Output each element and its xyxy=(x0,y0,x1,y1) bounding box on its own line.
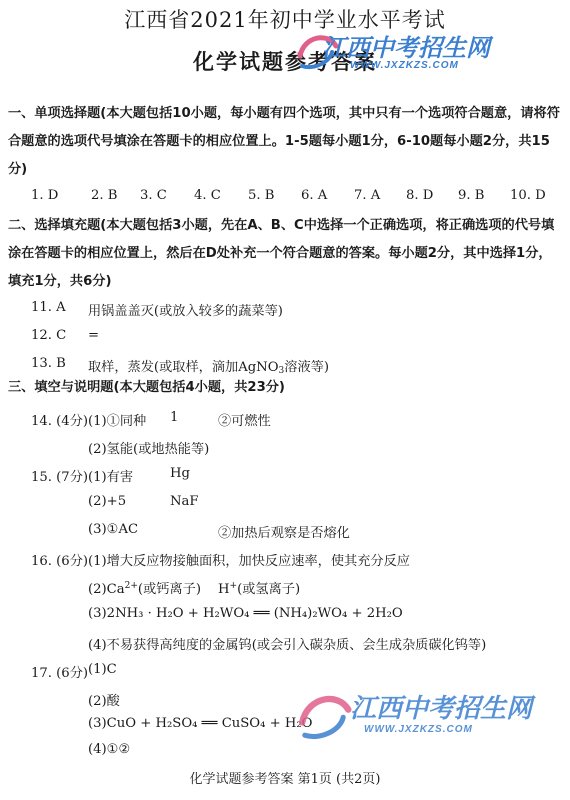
section2-heading: 二、选择填充题(本大题包括3小题，先在A、B、C中选择一个正确选项，将正确选项的代号填涂在答题卡的相应位置上，然后在D处补充一个符合题意的答案。每小题2分，其中选择1分，填充1分，共6分) xyxy=(8,218,555,289)
q17-part4: (4)①② xyxy=(88,742,131,757)
q16-part2-a: $(2)Ca^{2+}$(或钙离子) xyxy=(88,581,201,597)
section1-heading: 一、单项选择题(本大题包括10小题，每小题有四个选项，其中只有一个选项符合题意，请将符合题意的选项代号填涂在答题卡的相应位置上。1-5题每小题1分，6-10题每小题2分，共15分) xyxy=(8,106,560,177)
page-footer: 化学试题参考答案 第1页 (共2页) xyxy=(189,772,381,787)
q15-number: 15. (7分) xyxy=(31,470,89,485)
q15-part2: (2)+5 xyxy=(88,494,127,509)
q15-part1: (1)有害 xyxy=(88,470,134,485)
q15-part1-value: Hg xyxy=(170,466,190,481)
q17-part1: (1)C xyxy=(88,662,117,677)
q16-part1: (1)增大反应物接触面积，加快反应速率，使其充分反应 xyxy=(88,554,410,569)
q16-part3-equation: (3)2NH₃ · H₂O + H₂WO₄ ══ (NH₄)₂WO₄ + 2H₂O xyxy=(88,606,403,621)
q13-number: 13. B xyxy=(31,356,66,371)
exam-title: 江西省2021年初中学业水平考试 xyxy=(124,8,446,32)
answer-7: 7. A xyxy=(354,188,381,203)
answer-6: 6. A xyxy=(301,188,328,203)
q14-part1: (1)①同种 xyxy=(88,414,147,429)
q11-answer: 用锅盖盖灭(或放入较多的蔬菜等) xyxy=(88,304,283,319)
q14-part1-value: 1 xyxy=(170,410,179,425)
answer-8: 8. D xyxy=(406,188,434,203)
answer-9: 9. B xyxy=(458,188,485,203)
answer-1: 1. D xyxy=(31,188,59,203)
section3-heading: 三、填空与说明题(本大题包括4小题，共23分) xyxy=(8,380,285,395)
answer-2: 2. B xyxy=(91,188,118,203)
q16-part2-b: H+(或氢离子) xyxy=(218,581,301,597)
q14-number: 14. (4分) xyxy=(31,414,89,429)
q13-answer: 取样，蒸发(或取样，滴加AgNO3溶液等) xyxy=(88,360,329,376)
answer-5: 5. B xyxy=(248,188,275,203)
q14-part1-b: ②可燃性 xyxy=(218,414,271,429)
answer-3: 3. C xyxy=(140,188,167,203)
q15-part2-value: NaF xyxy=(170,494,199,509)
watermark-logo-bottom xyxy=(292,684,542,750)
q16-part4: (4)不易获得高纯度的金属钨(或会引入碳杂质、会生成杂质碳化钨等) xyxy=(88,638,487,653)
q11-number: 11. A xyxy=(31,300,66,315)
watermark-logo-top xyxy=(292,26,502,78)
q15-part3: (3)①AC xyxy=(88,522,139,537)
q16-number: 16. (6分) xyxy=(31,554,89,569)
watermark-url: WWW.JXZKZS.COM xyxy=(350,60,459,71)
answer-4: 4. C xyxy=(194,188,221,203)
document-title: 化学试题参考答案 xyxy=(193,50,377,74)
watermark-url: WWW.JXZKZS.COM xyxy=(364,724,473,735)
q12-answer: = xyxy=(88,328,100,343)
q17-part2: (2)酸 xyxy=(88,694,120,709)
swirl-logo-icon xyxy=(292,684,356,748)
answer-10: 10. D xyxy=(510,188,546,203)
watermark-brand: 江西中考招生网 xyxy=(350,693,533,723)
q17-number: 17. (6分) xyxy=(31,666,89,681)
q12-number: 12. C xyxy=(31,328,67,343)
watermark-brand: 江西中考招生网 xyxy=(322,35,490,62)
q14-part2: (2)氢能(或地热能等) xyxy=(88,442,210,457)
q17-part3-equation: (3)CuO + H₂SO₄ ══ CuSO₄ + H₂O xyxy=(88,716,313,731)
q15-part3-b: ②加热后观察是否熔化 xyxy=(218,526,350,541)
